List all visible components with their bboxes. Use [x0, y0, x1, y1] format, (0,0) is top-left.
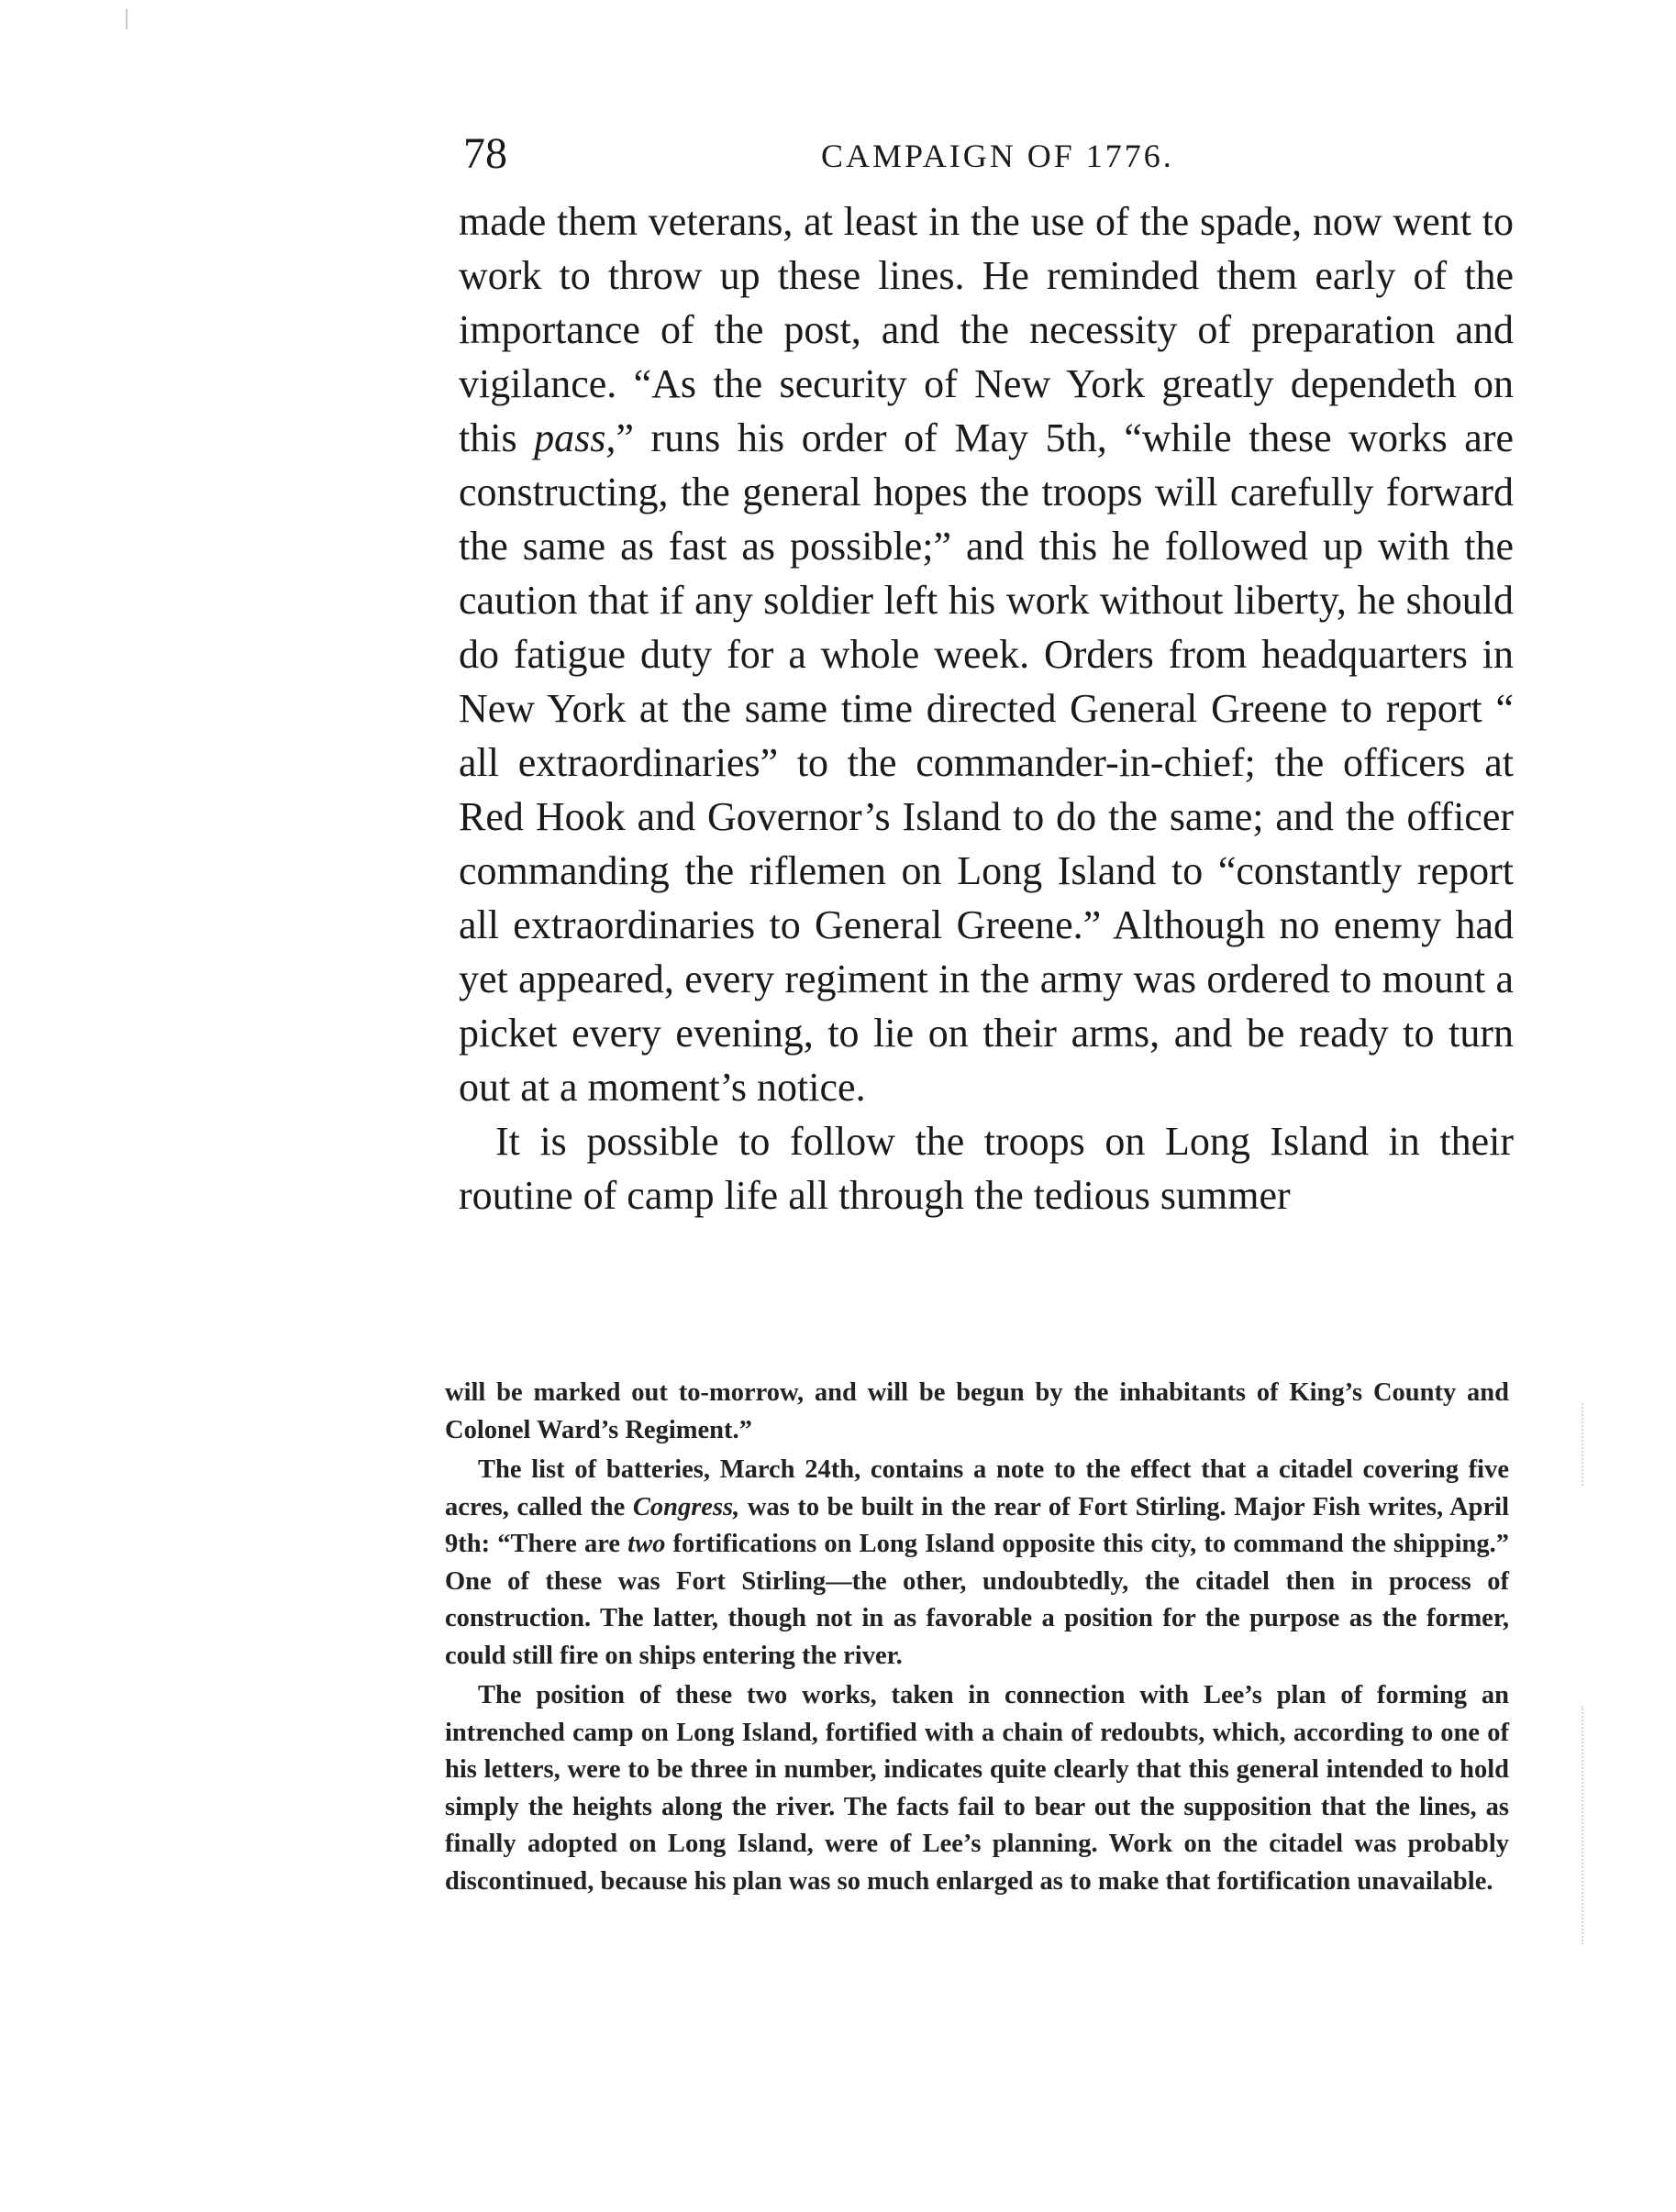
main-text	[459, 194, 1514, 1222]
footnote-text: The list of batteries, March 24th, contains a note to the effect that a citadel covering five acres, called the	[445, 1455, 1509, 1521]
footnote: will be marked out to-morrow, and will be begun by the inhabitants of King’s County and Colonel Ward’s Regiment.”	[445, 1378, 1509, 1444]
italic-word: two	[627, 1530, 666, 1558]
footnotes	[445, 1375, 1509, 1900]
paragraph: It is possible to follow the troops on Long Island in their routine of camp life all through the tedious summer	[459, 1119, 1514, 1218]
footnote-text: fortifications on Long Island opposite this city, to command the shipping.” One of these was Fort Stirling—the other, undoubtedly, the citadel then in process of construction. The latter, though not in as favorable a position for the purpose as the former, could still fire on ships entering the river.	[445, 1530, 1509, 1670]
scan-edge-dots	[1582, 1403, 1589, 1486]
footnote-text: was to be built in the rear of Fort Stirling. Major Fish writes, April 9th: “There are	[445, 1492, 1509, 1558]
italic-word: Congress,	[632, 1492, 740, 1521]
scan-artifact-mark	[126, 9, 128, 29]
scan-edge-dots	[1582, 1706, 1589, 1944]
footnote	[445, 1452, 1509, 1675]
footnote: The position of these two works, taken in connection with Lee’s plan of forming an intrenched camp on Long Island, fortified with a chain of redoubts, which, according to one of his letters, were to be three in number, indicates quite clearly that this general intended to hold simply the heights along the river. The facts fail to bear out the supposition that the lines, as finally adopted on Long Island, were of Lee’s planning. Work on the citadel was probably discontinued, because his plan was so much enlarged as to make that fortification unavailable.	[445, 1681, 1509, 1896]
paragraph-text: ” runs his order of May 5th, “while these works are constructing, the general hopes the troops will carefully forward the same as fast as possible;” and this he followed up with the caution that if any soldier left his work without liberty, he should do fatigue duty for a whole week. Orders from headquarters in New York at the same time directed General Greene to report “ all extraordinaries” to the commander-in-chief; the officers at Red Hook and Governor’s Island to do the same; and the officer commanding the riflemen on Long Island to “constantly report all extraordinaries to General Greene.” Although no enemy had yet appeared, every regiment in the army was ordered to mount a picket every evening, to lie on their arms, and be ready to turn out at a moment’s notice.	[459, 415, 1514, 1110]
italic-word: pass,	[534, 415, 616, 460]
running-head	[463, 127, 1518, 182]
running-title: CAMPAIGN OF 1776.	[821, 138, 1174, 174]
page-number: 78	[463, 129, 507, 178]
paragraph-text: made them veterans, at least in the use of the spade, now went to work to throw up these lines. He reminded them early of the importance of the post, and the necessity of preparation and vigilance. “As the security of New York greatly dependeth on this	[459, 199, 1514, 460]
paragraph	[459, 194, 1514, 1114]
